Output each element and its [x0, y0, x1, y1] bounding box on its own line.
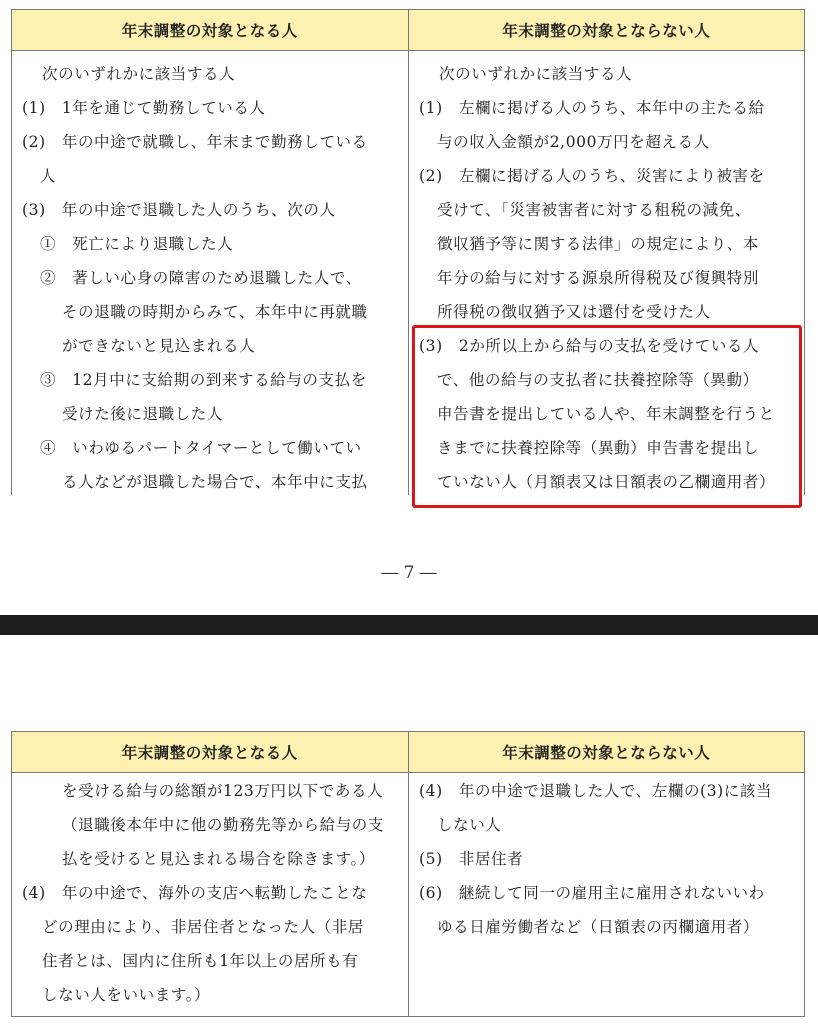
not-eligible-text-line: 次のいずれかに該当する人: [439, 65, 633, 83]
eligible-column: [12, 773, 409, 1016]
eligible-text-line: (4) 年の中途で、海外の支店へ転勤したことな: [22, 884, 368, 902]
not-eligible-text-line: (4) 年の中途で退職した人で、左欄の(3)に該当: [419, 782, 773, 800]
eligible-text-line: (1) 1年を通じて勤務している人: [22, 99, 266, 117]
not-eligible-text-line: (1) 左欄に掲げる人のうち、本年中の主たる給: [419, 99, 765, 117]
not-eligible-text-line: で、他の給与の支払者に扶養控除等（異動）: [437, 371, 759, 389]
eligible-text-line: る人などが退職した場合で、本年中に支払: [62, 473, 368, 491]
table-body: [12, 773, 804, 1016]
not-eligible-text-line: 所得税の徴収猶予又は還付を受けた人: [437, 303, 711, 321]
eligible-text-line: ④ いわゆるパートタイマーとして働いてい: [40, 439, 362, 457]
not-eligible-text-line: (3) 2か所以上から給与の支払を受けている人: [419, 337, 760, 355]
not-eligible-text-line: (2) 左欄に掲げる人のうち、災害により被害を: [419, 167, 765, 185]
eligible-text-line: ② 著しい心身の障害のため退職した人で、: [40, 269, 362, 287]
not-eligible-text-line: ていない人（月額表又は日額表の乙欄適用者）: [437, 473, 776, 491]
eligible-text-line: (2) 年の中途で就職し、年末まで勤務している: [22, 133, 368, 151]
eligible-text-line: 次のいずれかに該当する人: [42, 65, 236, 83]
eligible-text-line: しない人をいいます。）: [42, 986, 211, 1004]
not-eligible-text-line: (6) 継続して同一の雇用主に雇用されないいわ: [419, 884, 765, 902]
eligible-text-line: ① 死亡により退職した人: [40, 235, 234, 253]
eligible-text-line: 人: [40, 167, 57, 185]
not-eligible-text-line: きまでに扶養控除等（異動）申告書を提出し: [437, 439, 760, 457]
year-end-adjustment-table-part2: [11, 731, 805, 1017]
highlight-box: [412, 325, 802, 508]
eligible-text-line: ③ 12月中に支給期の到来する給与の支払を: [40, 371, 367, 389]
page-separator: [0, 615, 818, 635]
eligible-text-line: 受けた後に退職した人: [62, 405, 224, 423]
header-not-eligible: 年末調整の対象とならない人: [502, 22, 711, 40]
not-eligible-text-line: しない人: [437, 816, 502, 834]
eligible-text-line: 住者とは、国内に住所も1年以上の居所も有: [42, 952, 359, 970]
not-eligible-text-line: 受けて、「災害被害者に対する租税の減免、: [437, 201, 751, 219]
not-eligible-text-line: 徴収猶予等に関する法律」の規定により、本: [437, 235, 760, 253]
table-header: [12, 10, 804, 51]
not-eligible-text-line: 申告書を提出している人や、年末調整を行うと: [437, 405, 775, 423]
eligible-text-line: どの理由により、非居住者となった人（非居: [42, 918, 365, 936]
eligible-column: [12, 51, 409, 495]
eligible-text-line: を受ける給与の総額が123万円以下である人: [62, 782, 384, 800]
not-eligible-column: [409, 773, 804, 1016]
header-eligible: 年末調整の対象となる人: [12, 10, 409, 50]
eligible-text-line: (3) 年の中途で退職した人のうち、次の人: [22, 201, 336, 219]
eligible-text-line: 払を受けると見込まれる場合を除きます。）: [62, 850, 376, 868]
not-eligible-text-line: (5) 非居住者: [419, 850, 524, 868]
page-number: ― 7 ―: [381, 563, 437, 583]
not-eligible-text-line: 年分の給与に対する源泉所得税及び復興特別: [437, 269, 760, 287]
header-not-eligible: 年末調整の対象とならない人: [502, 744, 711, 762]
not-eligible-text-line: 与の収入金額が2,000万円を超える人: [437, 133, 710, 151]
table-header: [12, 732, 804, 773]
not-eligible-text-line: ゆる日雇労働者など（日額表の丙欄適用者）: [437, 918, 760, 936]
header-eligible: 年末調整の対象となる人: [12, 732, 409, 772]
eligible-text-line: ができないと見込まれる人: [62, 337, 256, 355]
eligible-text-line: その退職の時期からみて、本年中に再就職: [62, 303, 368, 321]
eligible-text-line: （退職後本年中に他の勤務先等から給与の支: [62, 816, 385, 834]
